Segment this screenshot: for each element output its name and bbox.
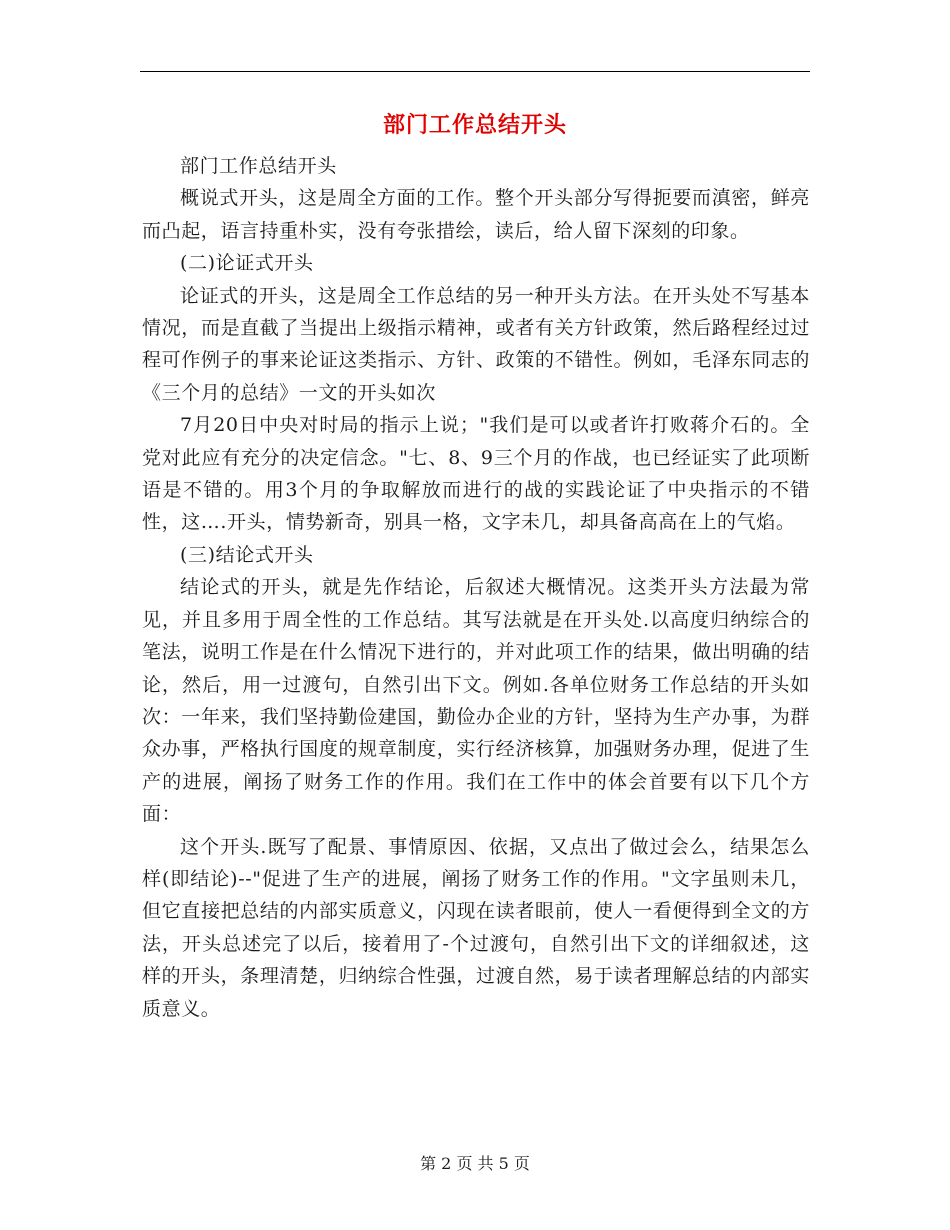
page-number-footer: 第 2 页 共 5 页 — [420, 1154, 530, 1173]
section-heading-argument: (二)论证式开头 — [180, 252, 314, 275]
paragraph-quote-example: 7月20日中央对时局的指示上说；"我们是可以或者许打败蒋介石的。全党对此应有充分的决定信念。"七、8、9三个月的作战，也已经证实了此项断语是不错的。用3个月的争取解放而进行的战的实践论证了中央指示的不错性，这….开头，情势新奇，别具一格，文字未几，却具备高高在上的气焰。 — [142, 414, 810, 534]
header-rule — [140, 71, 810, 72]
paragraph-analysis: 这个开头.既写了配景、事情原因、依据，又点出了做过会么，结果怎么样(即结论)--"促进了生产的进展，阐扬了财务工作的作用。"文字虽则未几，但它直接把总结的内部实质意义，闪现在读者眼前，使人一看便得到全文的方法，开头总述完了以后，接着用了-个过渡句，自然引出下文的详细叙述，这样的开头，条理清楚，归纳综合性强，过渡自然，易于读者理解总结的内部实质意义。 — [142, 835, 810, 1020]
paragraph-conclusion-opening: 结论式的开头，就是先作结论，后叙述大概情况。这类开头方法最为常见，并且多用于周全性的工作总结。其写法就是在开头处.以高度归纳综合的笔法，说明工作是在什么情况下进行的，并对此项工作的结果，做出明确的结论，然后，用一过渡句，自然引出下文。例如.各单位财务工作总结的开头如次：一年来，我们坚持勤俭建国，勤俭办企业的方针，坚持为生产办事，为群众办事，严格执行国度的规章制度，实行经济核算，加强财务办理，促进了生产的进展，阐扬了财务工作的作用。我们在工作中的体会首要有以下几个方面： — [142, 576, 810, 826]
paragraph-summary-opening: 概说式开头，这是周全方面的工作。整个开头部分写得扼要而滇密，鲜亮而凸起，语言持重朴实，没有夸张措绘，读后，给人留下深刻的印象。 — [142, 187, 810, 242]
document-body — [142, 150, 810, 1025]
section-heading-conclusion: (三)结论式开头 — [180, 543, 314, 566]
paragraph-subtitle: 部门工作总结开头 — [180, 155, 337, 177]
document-title: 部门工作总结开头 — [382, 112, 567, 138]
paragraph-argument-opening: 论证式的开头，这是周全工作总结的另一种开头方法。在开头处不写基本情况，而是直截了当提出上级指示精神，或者有关方针政策，然后路程经过过程可作例子的事来论证这类指示、方针、政策的不错性。例如，毛泽东同志的《三个月的总结》一文的开头如次 — [142, 284, 810, 404]
